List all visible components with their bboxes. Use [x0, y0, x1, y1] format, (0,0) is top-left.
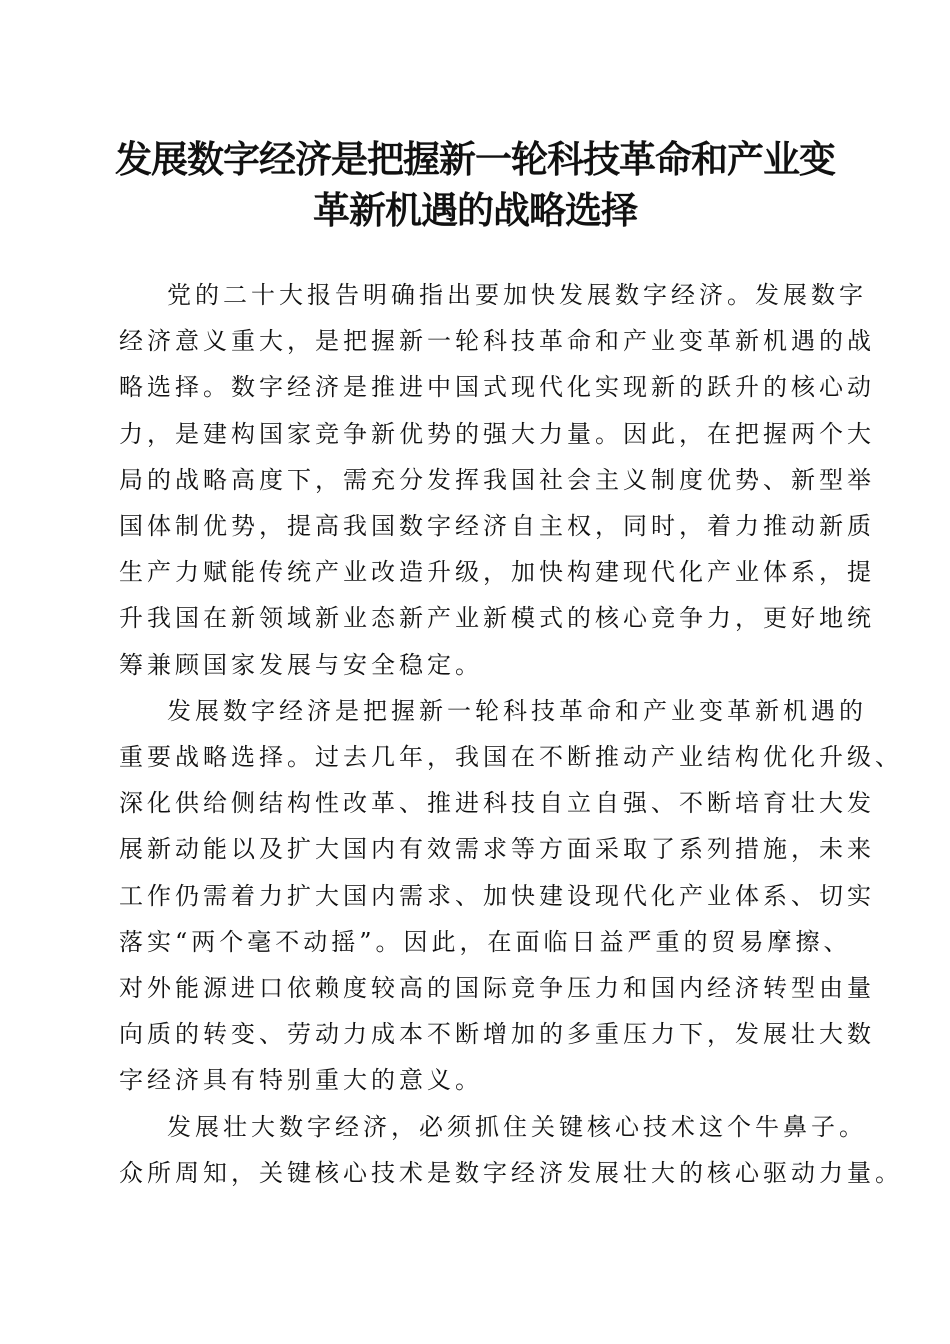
paragraph-line: 筹兼顾国家发展与安全稳定。 — [119, 650, 483, 679]
paragraph-line: 力，是建构国家竞争新优势的强大力量。因此，在把握两个大 — [119, 419, 875, 448]
paragraph-line: 重要战略选择。过去几年，我国在不断推动产业结构优化升级、 — [119, 743, 903, 772]
paragraph-line: 略选择。数字经济是推进中国式现代化实现新的跃升的核心动 — [119, 373, 875, 402]
paragraph-line: 局的战略高度下，需充分发挥我国社会主义制度优势、新型举 — [119, 465, 875, 494]
paragraph-line: 党的二十大报告明确指出要加快发展数字经济。发展数字 — [167, 281, 867, 309]
paragraph-line: 国体制优势，提高我国数字经济自主权，同时，着力推动新质 — [119, 512, 875, 541]
paragraph-line: 发展壮大数字经济，必须抓住关键核心技术这个牛鼻子。 — [167, 1112, 867, 1141]
paragraph-line: 展新动能以及扩大国内有效需求等方面采取了系列措施，未来 — [119, 835, 875, 864]
paragraph-3 — [119, 1104, 903, 1196]
paragraph-line: 字经济具有特别重大的意义。 — [119, 1066, 483, 1095]
paragraph-line: 经济意义重大，是把握新一轮科技革命和产业变革新机遇的战 — [119, 327, 875, 356]
paragraph-line: 对外能源进口依赖度较高的国际竞争压力和国内经济转型由量 — [119, 974, 875, 1003]
paragraph-line: 向质的转变、劳动力成本不断增加的多重压力下，发展壮大数 — [119, 1020, 875, 1049]
document-title — [100, 134, 850, 236]
title-line: 革新机遇的战略选择 — [313, 189, 637, 232]
paragraph-2 — [119, 688, 903, 1104]
paragraph-line: 众所周知，关键核心技术是数字经济发展壮大的核心驱动力量。 — [119, 1158, 903, 1187]
paragraph-line: 生产力赋能传统产业改造升级，加快构建现代化产业体系，提 — [119, 558, 875, 587]
paragraph-line: 深化供给侧结构性改革、推进科技自立自强、不断培育壮大发 — [119, 789, 875, 818]
document-body — [119, 272, 903, 1196]
title-line: 发展数字经济是把握新一轮科技革命和产业变 — [115, 138, 835, 181]
paragraph-line: 工作仍需着力扩大国内需求、加快建设现代化产业体系、切实 — [119, 881, 875, 910]
paragraph-1 — [119, 272, 875, 688]
paragraph-line: 落实“两个毫不动摇”。因此，在面临日益严重的贸易摩擦、 — [119, 927, 852, 956]
paragraph-line: 升我国在新领域新业态新产业新模式的核心竞争力，更好地统 — [119, 604, 875, 633]
paragraph-line: 发展数字经济是把握新一轮科技革命和产业变革新机遇的 — [167, 696, 867, 725]
